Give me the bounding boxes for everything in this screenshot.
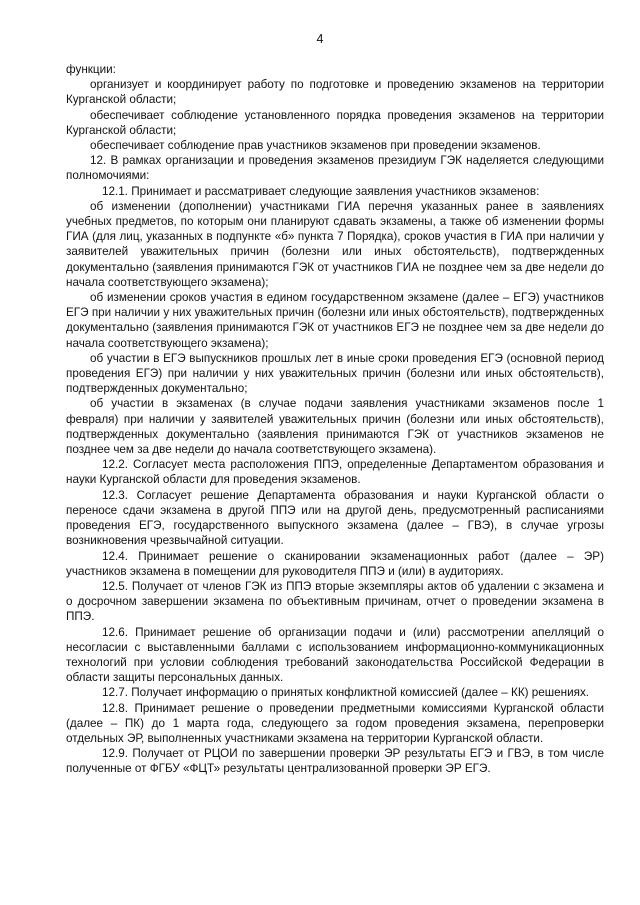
paragraph-ensures-procedure: обеспечивает соблюдение установленного порядка проведения экзаменов на территории Курганской области;	[66, 108, 604, 137]
paragraph-12-1-late-application: об участии в экзаменах (в случае подачи заявления участниками экзаменов после 1 февраля) при наличии у заявителей уважительных причин (болезни или иных обстоятельств), подтвержденных документально (заявления принимаются ГЭК от участников экзаменов не позднее чем за две недели до начала соответствующего экзамена).	[66, 397, 604, 457]
paragraph-12-9: 12.9. Получает от РЦОИ по завершении проверки ЭР результаты ЕГЭ и ГВЭ, в том числе полученные от ФГБУ «ФЦТ» результаты централизованной проверки ЭР ЕГЭ.	[66, 747, 604, 776]
paragraph-12-1-ege-change: об изменении сроков участия в едином государственном экзамене (далее – ЕГЭ) участников ЕГЭ при наличии у них уважительных причин (болезни или иных обстоятельств), подтвержденных документально (заявления принимаются ГЭК от участников ЕГЭ не позднее чем за две недели до начала соответствующего экзамена);	[66, 291, 604, 350]
paragraph-12-7: 12.7. Получает информацию о принятых конфликтной комиссией (далее – КК) решениях.	[102, 686, 590, 700]
paragraph-12-4: 12.4. Принимает решение о сканировании экзаменационных работ (далее – ЭР) участников экзамена в помещении для руководителя ППЭ и (или) в аудиториях.	[66, 549, 604, 578]
document-body	[66, 62, 604, 777]
paragraph-12-1-gia-change: об изменении (дополнении) участниками ГИА перечня указанных ранее в заявлениях учебных предметов, по которым они планируют сдавать экзамены, а также об изменении формы ГИА (для лиц, указанных в подпункте «б» пункта 7 Порядка), сроков участия в ГИА при наличии у заявителей уважительных причин (болезни или иных обстоятельств), подтвержденных документально (заявления принимаются ГЭК от участников ГИА не позднее чем за две недели до начала соответствующего экзамена);	[66, 199, 604, 289]
paragraph-organizes: организует и координирует работу по подготовке и проведению экзаменов на территории Курганской области;	[66, 78, 604, 107]
paragraph-12-3: 12.3. Согласует решение Департамента образования и науки Курганской области о переносе сдачи экзамена в другой ППЭ или на другой день, предусмотренный расписаниями проведения ЕГЭ, государственного выпускного экзамена (далее – ГВЭ), в случае угрозы возникновения чрезвычайной ситуации.	[66, 488, 604, 548]
paragraph-12-8: 12.8. Принимает решение о проведении предметными комиссиями Курганской области (далее – ПК) до 1 марта года, следующего за годом проведения экзамена, перепроверки отдельных ЭР, выполненных участниками экзамена на территории Курганской области.	[66, 701, 604, 745]
page-number: 4	[316, 32, 324, 46]
paragraph-12: 12. В рамках организации и проведения экзаменов президиум ГЭК наделяется следующими полномочиями:	[66, 154, 604, 183]
paragraph-ensures-rights: обеспечивает соблюдение прав участников экзаменов при проведении экзаменов.	[90, 139, 541, 153]
paragraph-12-1: 12.1. Принимает и рассматривает следующие заявления участников экзаменов:	[102, 184, 540, 198]
paragraph-functions-intro: функции:	[66, 63, 116, 76]
paragraph-12-2: 12.2. Согласует места расположения ППЭ, определенные Департаментом образования и науки Курганской области для проведения экзаменов.	[66, 458, 604, 487]
paragraph-12-5: 12.5. Получает от членов ГЭК из ППЭ вторые экземпляры актов об удалении с экзамена и о досрочном завершении экзамена по объективным причинам, отчет о проведении экзамена в ППЭ.	[66, 579, 604, 624]
paragraph-12-1-graduates: об участии в ЕГЭ выпускников прошлых лет в иные сроки проведения ЕГЭ (основной период проведения ЕГЭ) при наличии у них уважительных причин (болезни или иных обстоятельств), подтвержденных документально;	[66, 351, 604, 396]
paragraph-12-6: 12.6. Принимает решение об организации подачи и (или) рассмотрении апелляций о несогласии с выставленными баллами с использованием информационно-коммуникационных технологий при условии соблюдения требований законодательства Российской Федерации в области защиты персональных данных.	[66, 625, 604, 685]
